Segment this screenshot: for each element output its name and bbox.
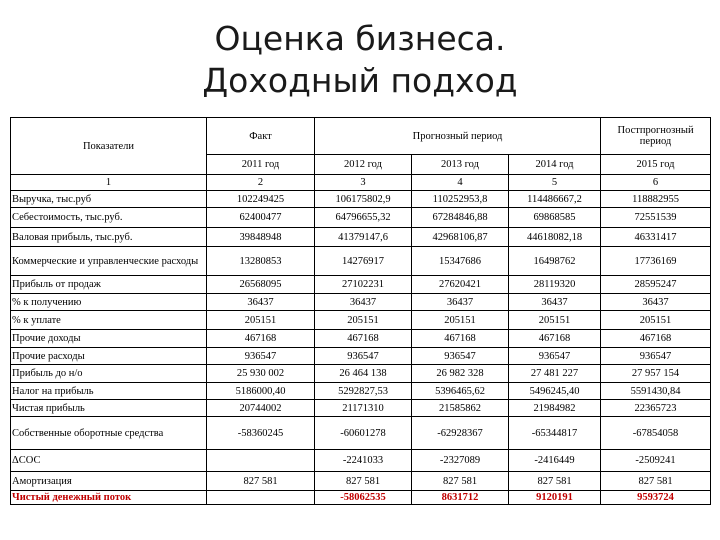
row-value: 16498762 bbox=[509, 247, 601, 276]
row-label: Амортизация bbox=[11, 472, 207, 491]
table-row bbox=[11, 365, 711, 383]
table-row bbox=[11, 400, 711, 417]
header-forecast: Прогнозный период bbox=[315, 118, 601, 155]
row-label: Налог на прибыль bbox=[11, 383, 207, 400]
row-value: 827 581 bbox=[412, 472, 509, 491]
table-row bbox=[11, 191, 711, 208]
table-row bbox=[11, 247, 711, 276]
row-value: 72551539 bbox=[601, 208, 711, 228]
row-value: 27 957 154 bbox=[601, 365, 711, 383]
table-row bbox=[11, 208, 711, 228]
row-value: -2327089 bbox=[412, 450, 509, 472]
row-value: 827 581 bbox=[207, 472, 315, 491]
row-label: Прочие доходы bbox=[11, 330, 207, 348]
row-value: 205151 bbox=[412, 311, 509, 330]
column-number: 6 bbox=[601, 175, 711, 191]
row-label: Чистая прибыль bbox=[11, 400, 207, 417]
row-value: 21984982 bbox=[509, 400, 601, 417]
table-row bbox=[11, 348, 711, 365]
row-value: 42968106,87 bbox=[412, 228, 509, 247]
row-value: 936547 bbox=[207, 348, 315, 365]
row-value: 205151 bbox=[509, 311, 601, 330]
row-value: -67854058 bbox=[601, 417, 711, 450]
table-row bbox=[11, 311, 711, 330]
row-value: 26568095 bbox=[207, 276, 315, 294]
row-value: 13280853 bbox=[207, 247, 315, 276]
row-value: -58062535 bbox=[315, 491, 412, 505]
row-value: 14276917 bbox=[315, 247, 412, 276]
row-value bbox=[207, 450, 315, 472]
row-value: 25 930 002 bbox=[207, 365, 315, 383]
row-value: 205151 bbox=[315, 311, 412, 330]
row-value: 5396465,62 bbox=[412, 383, 509, 400]
row-value: 106175802,9 bbox=[315, 191, 412, 208]
header-fact: Факт bbox=[207, 118, 315, 155]
row-value: 15347686 bbox=[412, 247, 509, 276]
header-year: 2013 год bbox=[412, 155, 509, 175]
row-value: 62400477 bbox=[207, 208, 315, 228]
row-value: 827 581 bbox=[601, 472, 711, 491]
column-number: 5 bbox=[509, 175, 601, 191]
row-label: Прибыль до н/о bbox=[11, 365, 207, 383]
table-row bbox=[11, 276, 711, 294]
row-value: 114486667,2 bbox=[509, 191, 601, 208]
row-value: 26 464 138 bbox=[315, 365, 412, 383]
title-line-2: Доходный подход bbox=[202, 61, 518, 100]
row-value: 467168 bbox=[509, 330, 601, 348]
row-label: Валовая прибыль, тыс.руб. bbox=[11, 228, 207, 247]
row-value bbox=[207, 491, 315, 505]
row-label: ΔСОС bbox=[11, 450, 207, 472]
title-line-1: Оценка бизнеса. bbox=[214, 19, 506, 58]
row-label: Прибыль от продаж bbox=[11, 276, 207, 294]
row-value: 36437 bbox=[207, 294, 315, 311]
column-number: 4 bbox=[412, 175, 509, 191]
row-value: 936547 bbox=[601, 348, 711, 365]
row-label: % к уплате bbox=[11, 311, 207, 330]
row-value: 936547 bbox=[412, 348, 509, 365]
row-value: 5591430,84 bbox=[601, 383, 711, 400]
row-label: % к получению bbox=[11, 294, 207, 311]
row-value: 64796655,32 bbox=[315, 208, 412, 228]
column-number: 3 bbox=[315, 175, 412, 191]
table-row bbox=[11, 472, 711, 491]
row-label: Себестоимость, тыс.руб. bbox=[11, 208, 207, 228]
row-value: 36437 bbox=[315, 294, 412, 311]
row-label: Чистый денежный поток bbox=[11, 491, 207, 505]
row-value: 8631712 bbox=[412, 491, 509, 505]
row-value: -2416449 bbox=[509, 450, 601, 472]
row-value: 46331417 bbox=[601, 228, 711, 247]
row-value: 44618082,18 bbox=[509, 228, 601, 247]
row-value: 28595247 bbox=[601, 276, 711, 294]
row-value: 827 581 bbox=[509, 472, 601, 491]
row-label: Выручка, тыс.руб bbox=[11, 191, 207, 208]
row-value: 36437 bbox=[601, 294, 711, 311]
row-value: 936547 bbox=[315, 348, 412, 365]
row-value: 5496245,40 bbox=[509, 383, 601, 400]
row-label: Прочие расходы bbox=[11, 348, 207, 365]
column-number: 1 bbox=[11, 175, 207, 191]
row-value: 5292827,53 bbox=[315, 383, 412, 400]
row-value: 27 481 227 bbox=[509, 365, 601, 383]
row-value: 467168 bbox=[412, 330, 509, 348]
row-value: 67284846,88 bbox=[412, 208, 509, 228]
row-value: 26 982 328 bbox=[412, 365, 509, 383]
row-value: 467168 bbox=[207, 330, 315, 348]
row-value: 110252953,8 bbox=[412, 191, 509, 208]
row-value: 467168 bbox=[315, 330, 412, 348]
header-year: 2011 год bbox=[207, 155, 315, 175]
row-value: 9593724 bbox=[601, 491, 711, 505]
column-number: 2 bbox=[207, 175, 315, 191]
header-year: 2014 год bbox=[509, 155, 601, 175]
row-value: -58360245 bbox=[207, 417, 315, 450]
row-value: 36437 bbox=[412, 294, 509, 311]
table-row bbox=[11, 491, 711, 505]
row-value: 69868585 bbox=[509, 208, 601, 228]
header-year: 2015 год bbox=[601, 155, 711, 175]
table-row bbox=[11, 294, 711, 311]
income-approach-table bbox=[10, 117, 711, 505]
row-value: -2241033 bbox=[315, 450, 412, 472]
row-value: 39848948 bbox=[207, 228, 315, 247]
row-value: -65344817 bbox=[509, 417, 601, 450]
row-value: 467168 bbox=[601, 330, 711, 348]
header-year: 2012 год bbox=[315, 155, 412, 175]
row-value: 21585862 bbox=[412, 400, 509, 417]
table-row bbox=[11, 417, 711, 450]
row-value: -62928367 bbox=[412, 417, 509, 450]
row-label: Собственные оборотные средства bbox=[11, 417, 207, 450]
row-value: 17736169 bbox=[601, 247, 711, 276]
table-row bbox=[11, 330, 711, 348]
row-value: 41379147,6 bbox=[315, 228, 412, 247]
row-value: 20744002 bbox=[207, 400, 315, 417]
row-label: Коммерческие и управленческие расходы bbox=[11, 247, 207, 276]
row-value: 205151 bbox=[207, 311, 315, 330]
row-value: 5186000,40 bbox=[207, 383, 315, 400]
row-value: 22365723 bbox=[601, 400, 711, 417]
row-value: 936547 bbox=[509, 348, 601, 365]
table-row bbox=[11, 228, 711, 247]
row-value: 21171310 bbox=[315, 400, 412, 417]
row-value: -60601278 bbox=[315, 417, 412, 450]
row-value: 27102231 bbox=[315, 276, 412, 294]
row-value: 28119320 bbox=[509, 276, 601, 294]
table-row bbox=[11, 383, 711, 400]
row-value: -2509241 bbox=[601, 450, 711, 472]
row-value: 118882955 bbox=[601, 191, 711, 208]
row-value: 27620421 bbox=[412, 276, 509, 294]
row-value: 205151 bbox=[601, 311, 711, 330]
row-value: 102249425 bbox=[207, 191, 315, 208]
table-row bbox=[11, 450, 711, 472]
row-value: 36437 bbox=[509, 294, 601, 311]
row-value: 9120191 bbox=[509, 491, 601, 505]
slide-title bbox=[0, 18, 720, 102]
header-postforecast: Постпрогнозный период bbox=[601, 118, 711, 155]
header-indicator: Показатели bbox=[11, 118, 207, 175]
row-value: 827 581 bbox=[315, 472, 412, 491]
